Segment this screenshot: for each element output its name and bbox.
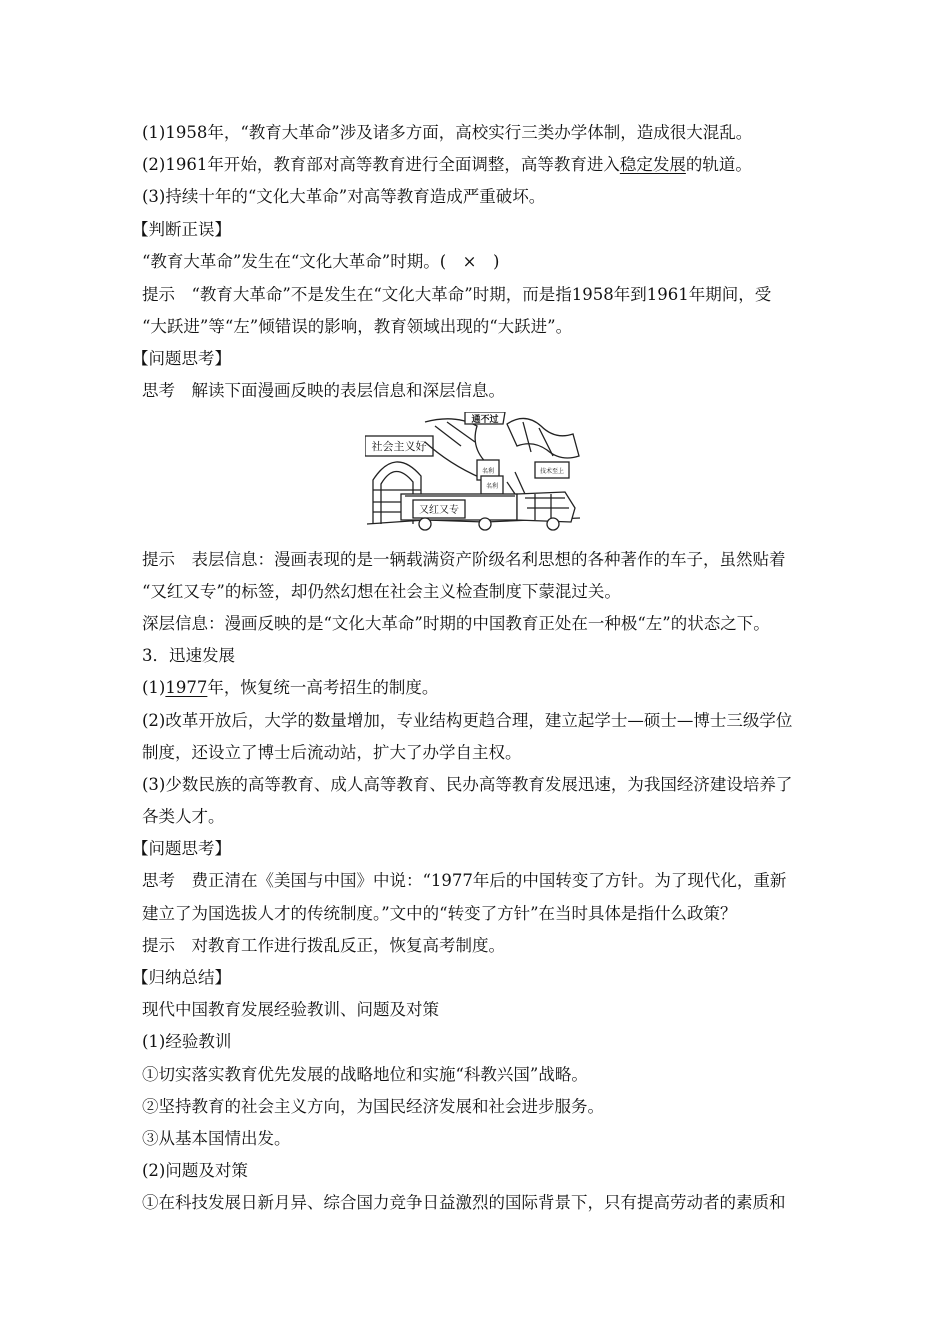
text-line: 深层信息：漫画反映的是“文化大革命”时期的中国教育正处在一种极“左”的状态之下。 bbox=[142, 614, 770, 633]
text-line: 思考 解读下面漫画反映的表层信息和深层信息。 bbox=[142, 381, 505, 400]
list-item: ①切实落实教育优先发展的战略地位和实施“科教兴国”战略。 bbox=[142, 1065, 588, 1084]
text-line: 建立了为国选拔人才的传统制度。”文中的“转变了方针”在当时具体是指什么政策？ bbox=[142, 904, 737, 923]
text-line: 提示 表层信息：漫画表现的是一辆载满资产阶级名利思想的各种著作的车子，虽然贴着 bbox=[142, 550, 786, 569]
gate-text: 通不过 bbox=[471, 415, 499, 425]
text-line: 思考 费正清在《美国与中国》中说：“1977年后的中国转变了方针。为了现代化，重新 bbox=[142, 871, 787, 890]
text-line: (3)少数民族的高等教育、成人高等教育、民办高等教育发展迅速，为我国经济建设培养了 bbox=[142, 775, 793, 794]
section-heading: 【归纳总结】 bbox=[132, 968, 231, 987]
wheel bbox=[547, 518, 559, 530]
section-heading: 【问题思考】 bbox=[132, 839, 231, 858]
book-1-text: 名利 bbox=[481, 468, 495, 475]
text-line: (2)改革开放后，大学的数量增加，专业结构更趋合理，建立起学士—硕士—博士三级学位 bbox=[142, 711, 793, 730]
underlined-term: 1977 bbox=[165, 678, 208, 697]
section-heading: 【判断正误】 bbox=[132, 220, 231, 239]
book-3-text: 技术至上 bbox=[539, 468, 565, 475]
text-line: “教育大革命”发生在“文化大革命”时期。( × ) bbox=[142, 252, 500, 271]
list-item: ③从基本国情出发。 bbox=[142, 1129, 291, 1148]
text-line: (3)持续十年的“文化大革命”对高等教育造成严重破坏。 bbox=[142, 187, 546, 206]
list-item: ①在科技发展日新月异、综合国力竞争日益激烈的国际背景下，只有提高劳动者的素质和 bbox=[142, 1193, 786, 1212]
section-heading: 3．迅速发展 bbox=[142, 646, 235, 665]
wheel bbox=[479, 518, 491, 530]
sign-text: 社会主义好 bbox=[371, 440, 427, 453]
cartoon-illustration bbox=[365, 412, 587, 534]
list-item: ②坚持教育的社会主义方向，为国民经济发展和社会进步服务。 bbox=[142, 1097, 604, 1116]
text-line: 制度，还设立了博士后流动站，扩大了办学自主权。 bbox=[142, 743, 522, 762]
text-line: (1)经验教训 bbox=[142, 1032, 232, 1051]
text-line: 现代中国教育发展经验教训、问题及对策 bbox=[142, 1000, 439, 1019]
text-line: 提示 “教育大革命”不是发生在“文化大革命”时期，而是指1958年到1961年期间，受 bbox=[142, 285, 772, 304]
underlined-term: 稳定发展 bbox=[619, 155, 686, 174]
text-line: (2)1961年开始，教育部对高等教育进行全面调整，高等教育进入稳定发展的轨道。 bbox=[142, 155, 752, 174]
text-line: (1)1958年，“教育大革命”涉及诸多方面，高校实行三类办学体制，造成很大混乱。 bbox=[142, 123, 753, 142]
text-line: (2)问题及对策 bbox=[142, 1161, 248, 1180]
text-line: 提示 对教育工作进行拨乱反正，恢复高考制度。 bbox=[142, 936, 505, 955]
wheel bbox=[419, 518, 431, 530]
book-2-text: 名利 bbox=[485, 483, 499, 490]
text-line: 各类人才。 bbox=[142, 807, 225, 826]
text-line: (1)1977年，恢复统一高考招生的制度。 bbox=[142, 678, 439, 697]
text-line: “又红又专”的标签，却仍然幻想在社会主义检查制度下蒙混过关。 bbox=[142, 582, 621, 601]
truck-text: 又红又专 bbox=[419, 505, 459, 516]
section-heading: 【问题思考】 bbox=[132, 349, 231, 368]
text-line: “大跃进”等“左”倾错误的影响，教育领域出现的“大跃进”。 bbox=[142, 317, 573, 336]
